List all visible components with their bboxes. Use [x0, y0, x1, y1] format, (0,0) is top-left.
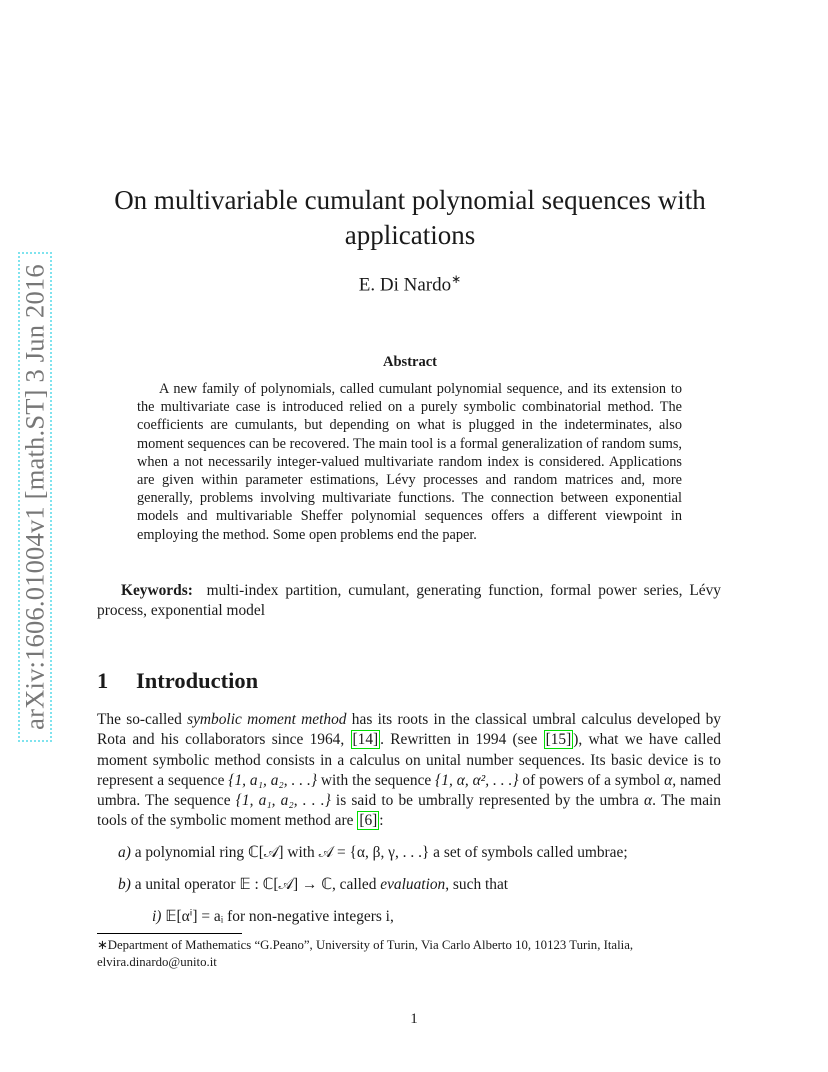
abstract-text: A new family of polynomials, called cumulant polynomial sequence, and its extension to the multivariate case is introduced relied on a purely symbolic combinatorial method. The coefficients are cumulants, but depending on what is plugged in the indeterminates, also moment sequences can be recovered. The main tool is a formal generalization of random sums, when a not necessarily integer-valued multivariate random index is considered. Applications are given within parameter estimations, Lévy processes and random matrices and, more generally, problems involving multivariate functions. The connection between exponential models and multivariable Sheffer polynomial sequences offers a different viewpoint in employing the method. Some open problems end the paper.	[137, 381, 682, 543]
author-footnote-mark: ∗	[451, 272, 462, 286]
list-item-text: 𝔼[αⁱ] = aᵢ for non-negative integers i,	[165, 908, 394, 925]
list-item-b	[118, 875, 508, 894]
section-heading	[97, 668, 258, 694]
intro-text: is said to be umbrally represented by the umbra	[330, 792, 645, 810]
page-number: 1	[410, 1011, 418, 1027]
paper-title-line-1: On multivariable cumulant polynomial sequences with	[114, 185, 706, 215]
keywords-label: Keywords:	[121, 582, 193, 599]
arxiv-identifier-text: arXiv:1606.01004v1 [math.ST] 3 Jun 2016	[19, 264, 50, 730]
author-name: E. Di Nardo	[358, 274, 452, 296]
math-symbol: α	[644, 792, 653, 810]
list-item-text: , such that	[445, 876, 509, 893]
citation-link-14[interactable]: [14]	[352, 731, 379, 749]
list-item-a	[118, 843, 628, 862]
intro-text: :	[379, 812, 384, 830]
intro-text: The so-called	[97, 711, 188, 728]
list-item-text: a unital operator 𝔼 : ℂ[𝒜] → ℂ, called	[134, 876, 381, 893]
list-item-text: a polynomial ring ℂ[𝒜] with 𝒜 = {α, β, γ, . . .} a set of symbols called umbrae;	[134, 844, 628, 861]
math-sequence: {1, a₁, a₂, . . .}	[228, 771, 317, 789]
intro-text: ), what we have called moment symbolic method consists in a calculus on unital number sequences. Its basic device is to represent a sequence	[97, 731, 721, 789]
list-item-emphasis: evaluation	[380, 876, 446, 893]
author-line	[90, 272, 730, 296]
list-item-label: a)	[118, 844, 131, 861]
intro-text: has its roots in the classical umbral calculus developed by Rota and his collaborators since 1964,	[97, 711, 721, 749]
footnote-rule	[97, 933, 242, 934]
math-symbol: α	[664, 771, 673, 789]
intro-text: . The main tools of the symbolic moment method are	[97, 792, 721, 830]
intro-text: of powers of a symbol	[518, 771, 665, 789]
intro-text: with the sequence	[317, 771, 436, 789]
keywords-text: multi-index partition, cumulant, generating function, formal power series, Lévy process, exponential model	[97, 582, 722, 619]
abstract-heading: Abstract	[383, 354, 437, 370]
section-title: Introduction	[136, 668, 259, 693]
arxiv-identifier-stamp	[18, 252, 52, 742]
intro-text: , named umbra. The sequence	[97, 771, 721, 810]
section-number: 1	[97, 668, 109, 693]
paper-title-line-2: applications	[344, 220, 476, 250]
list-item-i	[152, 907, 394, 926]
list-item-label: b)	[118, 876, 131, 893]
intro-emphasis: symbolic moment method	[187, 711, 347, 728]
keywords-paragraph	[97, 581, 721, 621]
math-sequence: {1, a₁, a₂, . . .}	[235, 792, 331, 810]
citation-link-6[interactable]: [6]	[359, 812, 378, 830]
citation-link-15[interactable]: [15]	[545, 731, 572, 749]
intro-text: . Rewritten in 1994 (see	[380, 731, 544, 749]
paper-title	[90, 183, 730, 253]
intro-paragraph	[97, 710, 721, 832]
math-sequence: {1, α, α², . . .}	[435, 771, 519, 789]
list-item-label: i)	[152, 908, 162, 925]
author-footnote: ∗Department of Mathematics “G.Peano”, University of Turin, Via Carlo Alberto 10, 10123 Turin, Italia, elvira.dinardo@unito.it	[97, 938, 634, 969]
